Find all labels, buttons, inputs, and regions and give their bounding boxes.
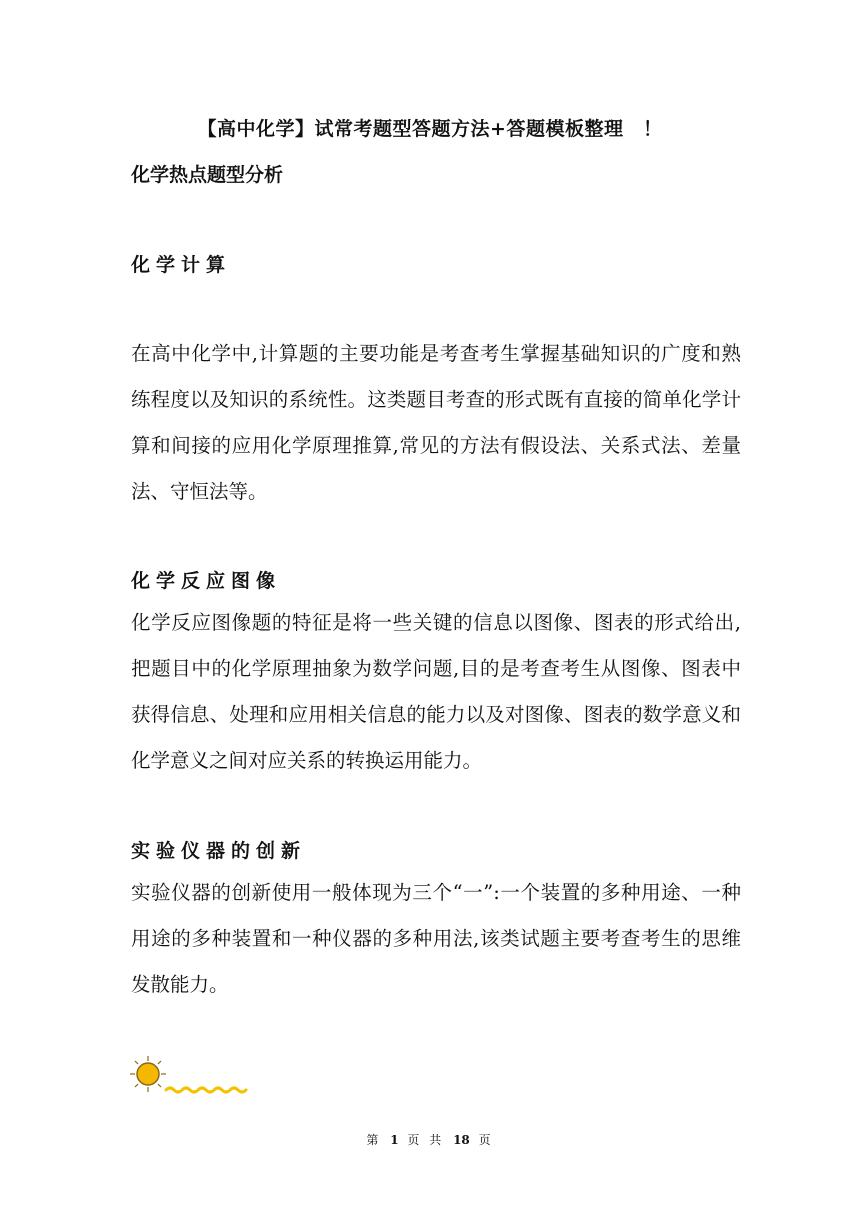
section-body-instrument-innovation: 实验仪器的创新使用一般体现为三个“一”:一个装置的多种用途、一种用途的多种装置和一种仪器的多种用法,该类试题主要考查考生的思维发散能力。 [131,881,741,996]
total-pages-number: 18 [453,1133,470,1147]
current-page-number: 1 [390,1133,399,1147]
section-heading-reaction-graph: 化学反应图像 [131,570,282,592]
section-heading-instrument-innovation: 实验仪器的创新 [131,840,307,862]
page-footer [0,1131,860,1148]
section-body-reaction-graph: 化学反应图像题的特征是将一些关键的信息以图像、图表的形式给出,把题目中的化学原理抽象为数学问题,目的是考查考生从图像、图表中获得信息、处理和应用相关信息的能力以及对图像、图表的数学意义和化学意义之间对应关系的转换运用能力。 [131,611,741,772]
footer-suffix: 页 [478,1133,494,1147]
document-subtitle: 化学热点题型分析 [131,164,284,186]
sun-icon [128,1054,252,1096]
footer-middle: 页 共 [407,1133,445,1147]
footer-prefix: 第 [366,1133,382,1147]
section-body-calculation: 在高中化学中,计算题的主要功能是考查考生掌握基础知识的广度和熟练程度以及知识的系统性。这类题目考查的形式既有直接的简单化学计算和间接的应用化学原理推算,常见的方法有假设法、关系式法、差量法、守恒法等。 [131,342,741,503]
section-heading-calculation: 化学计算 [131,254,232,276]
document-title: 【高中化学】试常考题型答题方法+答题模板整理 ！ [197,118,663,140]
